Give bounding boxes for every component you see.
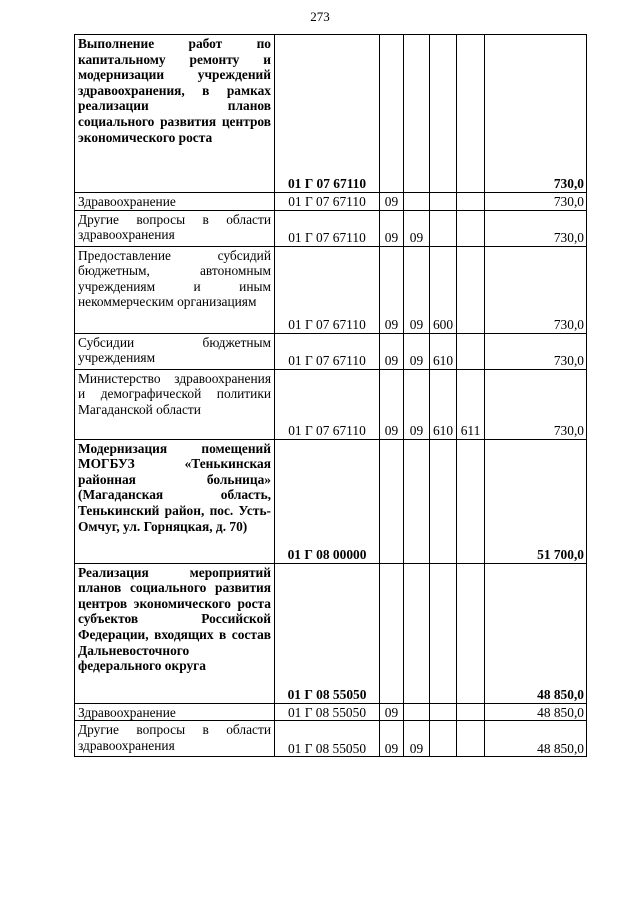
row-subsection-cell: 09 <box>404 333 430 369</box>
table-row <box>75 333 587 369</box>
row-code-cell: 01 Г 07 67110 <box>275 333 380 369</box>
row-subsection-cell: 09 <box>404 246 430 333</box>
table-row <box>75 193 587 211</box>
row-expense-subtype-cell <box>457 35 485 193</box>
row-expense-type-cell <box>430 210 457 246</box>
table-row <box>75 721 587 757</box>
row-sum-cell: 51 700,0 <box>485 439 587 563</box>
row-code-cell: 01 Г 08 00000 <box>275 439 380 563</box>
row-sum-cell: 730,0 <box>485 369 587 439</box>
row-sum-cell: 730,0 <box>485 193 587 211</box>
row-subsection-cell <box>404 193 430 211</box>
row-code-cell: 01 Г 08 55050 <box>275 563 380 703</box>
row-code-cell: 01 Г 08 55050 <box>275 703 380 721</box>
page-number: 273 <box>310 9 330 24</box>
row-code-cell: 01 Г 07 67110 <box>275 210 380 246</box>
row-expense-subtype-cell <box>457 703 485 721</box>
row-name-cell: Модернизация помещений МОГБУЗ «Тенькинская районная больница» (Магаданская область, Тенькинский район, пос. Усть-Омчуг, ул. Горняцкая, д. 70) <box>75 439 275 563</box>
row-expense-subtype-cell <box>457 563 485 703</box>
row-sum-cell: 730,0 <box>485 210 587 246</box>
row-expense-type-cell <box>430 703 457 721</box>
row-code-cell: 01 Г 07 67110 <box>275 369 380 439</box>
row-sum-cell: 48 850,0 <box>485 563 587 703</box>
row-subsection-cell <box>404 439 430 563</box>
row-section-cell: 09 <box>380 369 404 439</box>
row-expense-type-cell <box>430 721 457 757</box>
row-expense-type-cell <box>430 439 457 563</box>
row-name-cell: Министерство здравоохранения и демографической политики Магаданской области <box>75 369 275 439</box>
row-expense-subtype-cell <box>457 333 485 369</box>
row-expense-subtype-cell <box>457 721 485 757</box>
row-sum-cell: 730,0 <box>485 35 587 193</box>
budget-table <box>74 34 587 757</box>
row-section-cell <box>380 35 404 193</box>
row-name-cell: Выполнение работ по капитальному ремонту и модернизации учреждений здравоохранения, в рамках реализации планов социального развития центров экономического роста <box>75 35 275 193</box>
row-code-cell: 01 Г 07 67110 <box>275 35 380 193</box>
row-expense-subtype-cell <box>457 210 485 246</box>
budget-table-body <box>75 35 587 757</box>
row-sum-cell: 730,0 <box>485 333 587 369</box>
row-code-cell: 01 Г 07 67110 <box>275 193 380 211</box>
table-row <box>75 210 587 246</box>
row-subsection-cell <box>404 35 430 193</box>
table-row <box>75 369 587 439</box>
row-expense-type-cell: 610 <box>430 369 457 439</box>
row-expense-subtype-cell <box>457 193 485 211</box>
row-expense-type-cell <box>430 35 457 193</box>
row-code-cell: 01 Г 07 67110 <box>275 246 380 333</box>
row-expense-type-cell: 600 <box>430 246 457 333</box>
row-subsection-cell: 09 <box>404 210 430 246</box>
table-row <box>75 703 587 721</box>
row-expense-type-cell <box>430 563 457 703</box>
row-subsection-cell <box>404 563 430 703</box>
row-code-cell: 01 Г 08 55050 <box>275 721 380 757</box>
row-expense-subtype-cell: 611 <box>457 369 485 439</box>
row-name-cell: Предоставление субсидий бюджетным, автономным учреждениям и иным некоммерческим организациям <box>75 246 275 333</box>
row-section-cell <box>380 439 404 563</box>
table-row <box>75 563 587 703</box>
row-section-cell: 09 <box>380 210 404 246</box>
row-subsection-cell: 09 <box>404 369 430 439</box>
table-row <box>75 439 587 563</box>
row-section-cell: 09 <box>380 721 404 757</box>
row-expense-type-cell <box>430 193 457 211</box>
row-section-cell: 09 <box>380 193 404 211</box>
table-row <box>75 35 587 193</box>
row-section-cell: 09 <box>380 246 404 333</box>
row-section-cell: 09 <box>380 333 404 369</box>
row-subsection-cell <box>404 703 430 721</box>
row-expense-subtype-cell <box>457 439 485 563</box>
row-name-cell: Другие вопросы в области здравоохранения <box>75 210 275 246</box>
table-row <box>75 246 587 333</box>
row-section-cell <box>380 563 404 703</box>
row-name-cell: Реализация мероприятий планов социального развития центров экономического роста субъектов Российской Федерации, входящих в состав Дальневосточного федерального округа <box>75 563 275 703</box>
row-name-cell: Здравоохранение <box>75 703 275 721</box>
row-sum-cell: 48 850,0 <box>485 721 587 757</box>
row-expense-subtype-cell <box>457 246 485 333</box>
row-name-cell: Другие вопросы в области здравоохранения <box>75 721 275 757</box>
row-subsection-cell: 09 <box>404 721 430 757</box>
row-sum-cell: 730,0 <box>485 246 587 333</box>
row-sum-cell: 48 850,0 <box>485 703 587 721</box>
row-section-cell: 09 <box>380 703 404 721</box>
row-name-cell: Здравоохранение <box>75 193 275 211</box>
row-name-cell: Субсидии бюджетным учреждениям <box>75 333 275 369</box>
row-expense-type-cell: 610 <box>430 333 457 369</box>
